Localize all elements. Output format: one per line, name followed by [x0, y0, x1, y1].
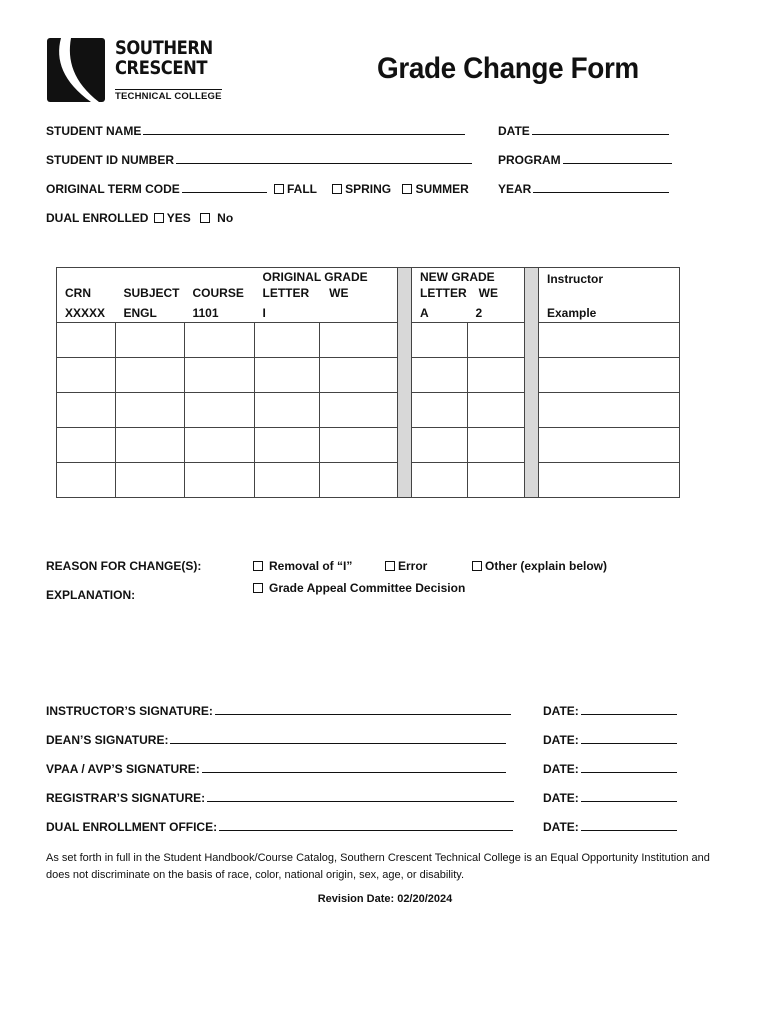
- spacer-column-2: [525, 268, 539, 498]
- cell-orig-letter[interactable]: [255, 428, 320, 463]
- instructor-signature-label: INSTRUCTOR’S SIGNATURE:: [46, 704, 213, 718]
- dean-signature-field[interactable]: [46, 733, 506, 747]
- fall-label: FALL: [287, 182, 317, 196]
- logo-line-3: TECHNICAL COLLEGE: [115, 91, 222, 102]
- dual-enrollment-signature-field[interactable]: [46, 820, 513, 834]
- cell-orig-letter[interactable]: [255, 463, 320, 498]
- dual-enrollment-date-label: DATE:: [543, 820, 579, 834]
- fall-checkbox[interactable]: [274, 184, 284, 194]
- cell-subject[interactable]: [116, 358, 185, 393]
- dual-no-label: No: [217, 211, 234, 225]
- cell-instructor[interactable]: [539, 358, 680, 393]
- cell-crn[interactable]: [57, 393, 116, 428]
- example-new-we: 2: [468, 304, 525, 323]
- cell-course[interactable]: [185, 463, 255, 498]
- table-row: [57, 393, 680, 428]
- cell-orig-letter[interactable]: [255, 358, 320, 393]
- program-label: PROGRAM: [498, 153, 561, 167]
- explanation-label: EXPLANATION:: [46, 588, 136, 602]
- cell-new-we[interactable]: [468, 393, 525, 428]
- student-id-field[interactable]: [46, 153, 472, 167]
- other-label: Other (explain below): [485, 559, 608, 573]
- explanation-area[interactable]: [46, 606, 726, 690]
- vpaa-signature-line[interactable]: [202, 762, 506, 773]
- term-options: [274, 182, 469, 196]
- cell-crn[interactable]: [57, 463, 116, 498]
- summer-checkbox[interactable]: [402, 184, 412, 194]
- cell-subject[interactable]: [116, 428, 185, 463]
- header-subject: SUBJECT: [116, 268, 185, 304]
- cell-new-we[interactable]: [468, 428, 525, 463]
- dual-no-checkbox[interactable]: [200, 213, 210, 223]
- appeal-checkbox[interactable]: [253, 583, 263, 593]
- original-grade-title: ORIGINAL GRADE: [262, 269, 368, 284]
- program-line[interactable]: [563, 153, 672, 164]
- cell-new-we[interactable]: [468, 463, 525, 498]
- cell-course[interactable]: [185, 323, 255, 358]
- dean-signature-label: DEAN’S SIGNATURE:: [46, 733, 169, 747]
- example-instructor: Example: [539, 304, 680, 323]
- example-orig-we: [320, 304, 398, 323]
- cell-orig-we[interactable]: [320, 463, 398, 498]
- table-row: [57, 323, 680, 358]
- crescent-logo-icon: [47, 38, 105, 102]
- header-instructor: Instructor: [539, 268, 680, 304]
- new-letter-label: LETTER: [420, 285, 467, 300]
- cell-crn[interactable]: [57, 323, 116, 358]
- student-id-label: STUDENT ID NUMBER: [46, 153, 174, 167]
- dual-enrollment-date-field[interactable]: [543, 820, 677, 834]
- dual-enrollment-signature-line[interactable]: [219, 820, 513, 831]
- year-line[interactable]: [533, 182, 669, 193]
- cell-instructor[interactable]: [539, 323, 680, 358]
- cell-new-we[interactable]: [468, 323, 525, 358]
- cell-subject[interactable]: [116, 393, 185, 428]
- student-name-label: STUDENT NAME: [46, 124, 142, 138]
- logo-wordmark: [115, 38, 213, 78]
- year-label: YEAR: [498, 182, 532, 196]
- cell-orig-we[interactable]: [320, 358, 398, 393]
- instructor-date-line[interactable]: [581, 704, 677, 715]
- example-subject: ENGL: [116, 304, 185, 323]
- college-logo: [47, 37, 222, 104]
- header-original-grade: [255, 268, 398, 304]
- cell-orig-we[interactable]: [320, 393, 398, 428]
- header-crn: CRN: [57, 268, 116, 304]
- equal-opportunity-notice: As set forth in full in the Student Handbook/Course Catalog, Southern Crescent Technical College is an Equal Opportunity Institution and does not discriminate on the basis of race, color, national origin, sex, age, or disability.: [46, 852, 710, 881]
- vpaa-signature-label: VPAA / AVP’S SIGNATURE:: [46, 762, 200, 776]
- cell-instructor[interactable]: [539, 393, 680, 428]
- cell-new-letter[interactable]: [412, 358, 468, 393]
- cell-instructor[interactable]: [539, 463, 680, 498]
- grade-table: [56, 267, 680, 498]
- new-we-label: WE: [478, 285, 499, 300]
- year-field[interactable]: [498, 182, 669, 196]
- table-row: [57, 463, 680, 498]
- registrar-date-line[interactable]: [581, 791, 677, 802]
- example-new-letter: A: [412, 304, 468, 323]
- header-course: COURSE: [185, 268, 255, 304]
- example-course: 1101: [185, 304, 255, 323]
- example-orig-letter: I: [255, 304, 320, 323]
- cell-orig-letter[interactable]: [255, 323, 320, 358]
- student-name-line[interactable]: [143, 124, 465, 135]
- date-line[interactable]: [532, 124, 669, 135]
- registrar-signature-line[interactable]: [207, 791, 514, 802]
- logo-line-1: SOUTHERN: [115, 37, 213, 59]
- vpaa-date-line[interactable]: [581, 762, 677, 773]
- reason-label: REASON FOR CHANGE(S):: [46, 559, 202, 573]
- date-field[interactable]: [498, 124, 669, 138]
- cell-crn[interactable]: [57, 428, 116, 463]
- cell-subject[interactable]: [116, 463, 185, 498]
- cell-new-letter[interactable]: [412, 463, 468, 498]
- removal-label: Removal of “I”: [269, 559, 353, 573]
- cell-crn[interactable]: [57, 358, 116, 393]
- error-option: [385, 559, 427, 573]
- original-we-label: WE: [329, 285, 349, 300]
- dual-yes-checkbox[interactable]: [154, 213, 164, 223]
- error-checkbox[interactable]: [385, 561, 395, 571]
- removal-checkbox[interactable]: [253, 561, 263, 571]
- new-grade-title: NEW GRADE: [420, 269, 495, 284]
- spring-label: SPRING: [345, 182, 392, 196]
- dual-enrolled-field: [46, 211, 233, 225]
- student-name-field[interactable]: [46, 124, 465, 138]
- dual-enrollment-date-line[interactable]: [581, 820, 677, 831]
- registrar-signature-label: REGISTRAR’S SIGNATURE:: [46, 791, 206, 805]
- removal-option: [253, 559, 352, 573]
- instructor-date-label: DATE:: [543, 704, 579, 718]
- example-row: [57, 304, 680, 323]
- vpaa-date-field[interactable]: [543, 762, 677, 776]
- example-crn: XXXXX: [57, 304, 116, 323]
- term-code-field[interactable]: [46, 182, 267, 196]
- cell-course[interactable]: [185, 358, 255, 393]
- instructor-signature-field[interactable]: [46, 704, 511, 718]
- revision-date: Revision Date: 02/20/2024: [317, 893, 453, 905]
- term-code-line[interactable]: [182, 182, 267, 193]
- dean-date-line[interactable]: [581, 733, 677, 744]
- registrar-signature-field[interactable]: [46, 791, 514, 805]
- dean-date-label: DATE:: [543, 733, 579, 747]
- date-label: DATE: [498, 124, 530, 138]
- instructor-signature-line[interactable]: [215, 704, 511, 715]
- vpaa-date-label: DATE:: [543, 762, 579, 776]
- spring-checkbox[interactable]: [332, 184, 342, 194]
- dual-enrolled-label: DUAL ENROLLED: [46, 211, 149, 225]
- cell-new-letter[interactable]: [412, 393, 468, 428]
- dual-yes-label: YES: [166, 211, 191, 225]
- dean-date-field[interactable]: [543, 733, 677, 747]
- cell-new-we[interactable]: [468, 358, 525, 393]
- other-checkbox[interactable]: [472, 561, 482, 571]
- summer-label: SUMMER: [415, 182, 469, 196]
- registrar-date-field[interactable]: [543, 791, 677, 805]
- error-label: Error: [398, 559, 428, 573]
- vpaa-signature-field[interactable]: [46, 762, 506, 776]
- cell-orig-we[interactable]: [320, 428, 398, 463]
- cell-new-letter[interactable]: [412, 428, 468, 463]
- dean-signature-line[interactable]: [170, 733, 506, 744]
- dual-enrollment-signature-label: DUAL ENROLLMENT OFFICE:: [46, 820, 218, 834]
- header-new-grade: [412, 268, 525, 304]
- appeal-label: Grade Appeal Committee Decision: [269, 581, 466, 595]
- form-title: Grade Change Form: [377, 52, 639, 85]
- registrar-date-label: DATE:: [543, 791, 579, 805]
- table-row: [57, 428, 680, 463]
- table-header-row: [57, 268, 680, 304]
- term-code-label: ORIGINAL TERM CODE: [46, 182, 180, 196]
- program-field[interactable]: [498, 153, 672, 167]
- cell-new-letter[interactable]: [412, 323, 468, 358]
- instructor-date-field[interactable]: [543, 704, 677, 718]
- cell-course[interactable]: [185, 393, 255, 428]
- student-id-line[interactable]: [176, 153, 472, 164]
- logo-line-2: CRESCENT: [115, 57, 208, 79]
- original-letter-label: LETTER: [262, 285, 310, 300]
- cell-orig-we[interactable]: [320, 323, 398, 358]
- appeal-option: [253, 581, 465, 595]
- table-row: [57, 358, 680, 393]
- cell-subject[interactable]: [116, 323, 185, 358]
- other-option: [472, 559, 607, 573]
- cell-course[interactable]: [185, 428, 255, 463]
- cell-orig-letter[interactable]: [255, 393, 320, 428]
- spacer-column-1: [398, 268, 412, 498]
- cell-instructor[interactable]: [539, 428, 680, 463]
